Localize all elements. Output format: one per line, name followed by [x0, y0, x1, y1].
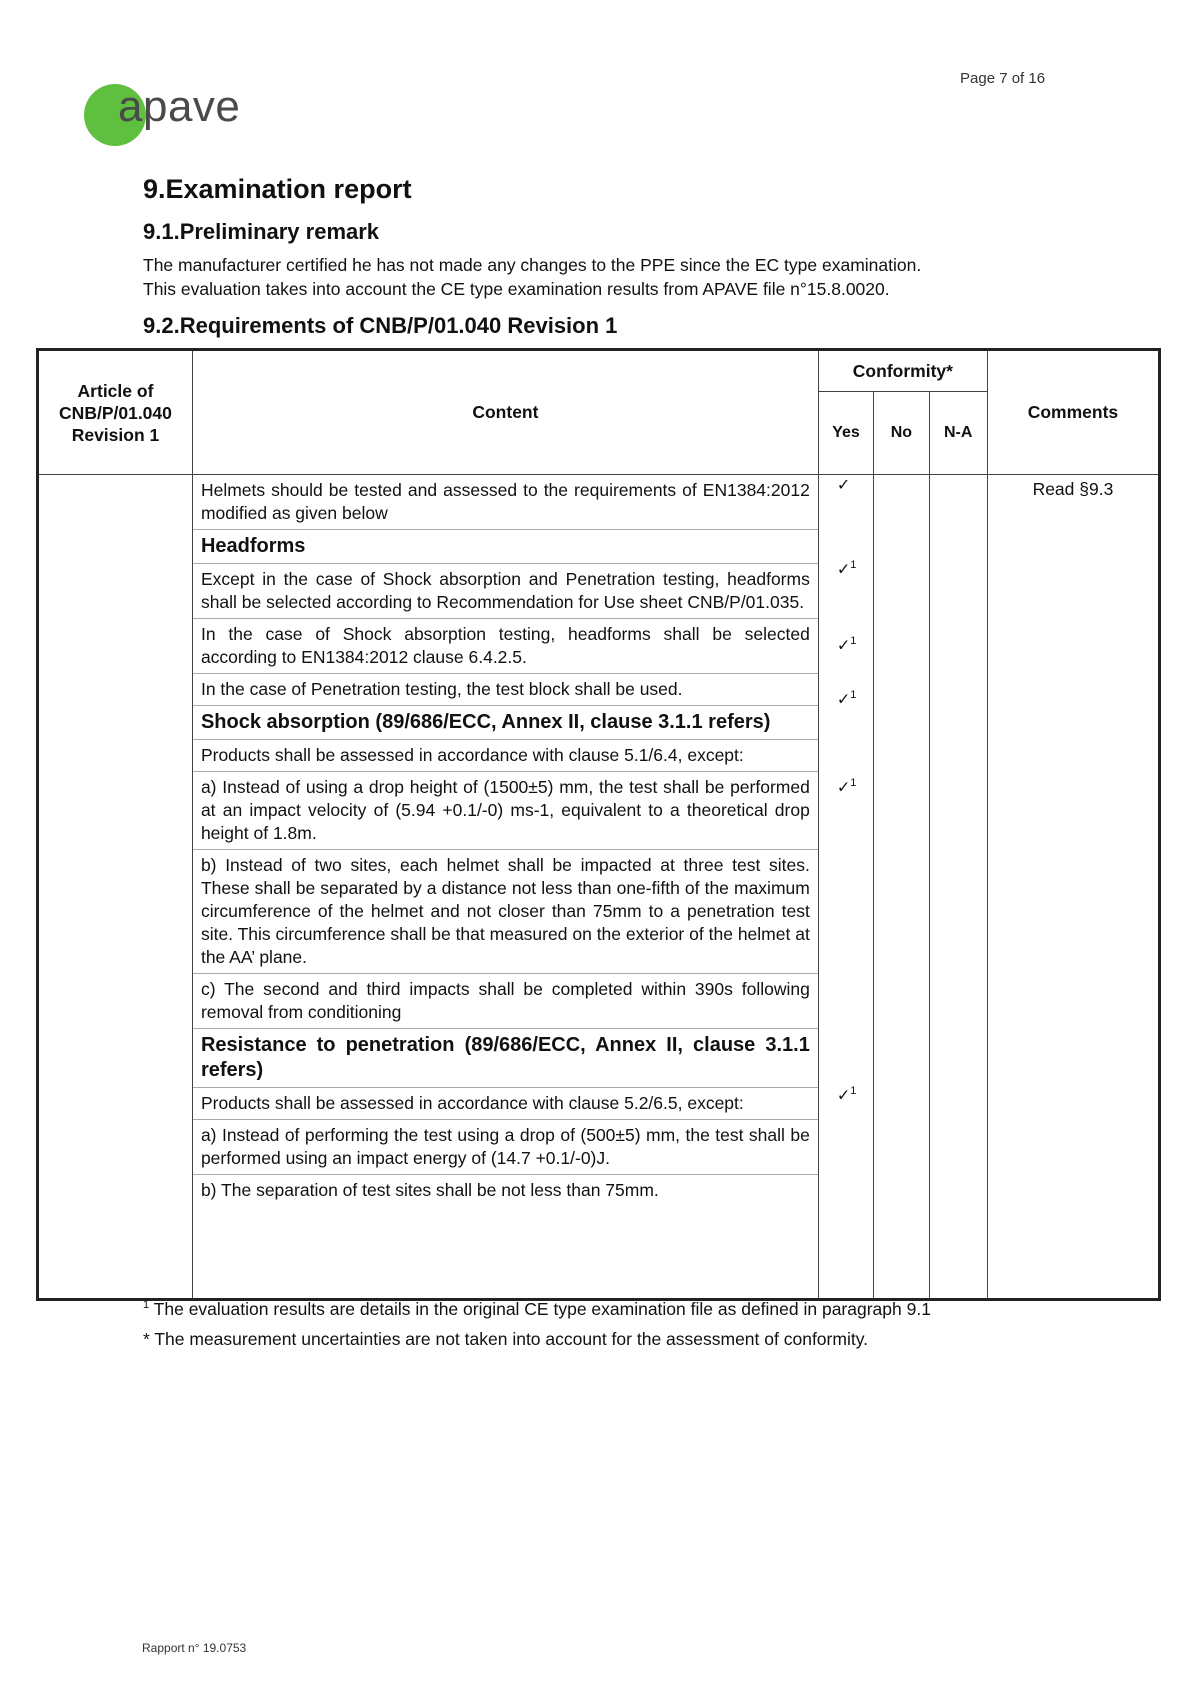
report-number: Rapport n° 19.0753 — [142, 1641, 247, 1655]
section-title: 9.Examination report — [143, 174, 412, 204]
footnote-1-mark: 1 — [143, 1299, 150, 1311]
header-conformity: Conformity* — [818, 350, 987, 392]
no-cell — [874, 475, 929, 1300]
content-item: Helmets should be tested and assessed to the requirements of EN1384:2012 modified as given below — [193, 475, 818, 530]
content-heading: Headforms — [193, 530, 818, 564]
header-article: Article of CNB/P/01.040 Revision 1 — [38, 350, 193, 475]
article-cell — [38, 475, 193, 1300]
apave-logo — [84, 84, 284, 148]
requirements-table — [36, 348, 1161, 1301]
header-no: No — [874, 392, 929, 475]
footnote-1 — [143, 1290, 1103, 1324]
footnote-ref: 1 — [850, 559, 857, 571]
check-mark-icon — [837, 559, 857, 579]
preliminary-paragraph-1: The manufacturer certified he has not made any changes to the PPE since the EC type examination. — [143, 255, 922, 275]
header-comments: Comments — [987, 350, 1159, 475]
content-item: In the case of Penetration testing, the test block shall be used. — [193, 674, 818, 706]
footnote-ref: 1 — [850, 635, 857, 647]
check-symbol: ✓ — [836, 561, 851, 579]
check-mark-icon — [837, 1085, 857, 1105]
check-symbol: ✓ — [836, 1087, 851, 1105]
header-content: Content — [192, 350, 818, 475]
check-mark-icon — [837, 689, 857, 709]
footnote-ref: 1 — [850, 777, 857, 789]
content-item: Products shall be assessed in accordance with clause 5.2/6.5, except: — [193, 1088, 818, 1120]
content-item: In the case of Shock absorption testing, headforms shall be selected according to EN1384:2012 clause 6.4.2.5. — [193, 619, 818, 674]
section-content — [143, 174, 1063, 347]
content-cell — [192, 475, 818, 1300]
comment-text: Read §9.3 — [1032, 479, 1114, 499]
footnote-ref: 1 — [850, 689, 857, 701]
check-mark-icon — [837, 777, 857, 797]
check-symbol: ✓ — [836, 779, 851, 797]
na-cell — [929, 475, 987, 1300]
content-heading: Resistance to penetration (89/686/ECC, Annex II, clause 3.1.1 refers) — [193, 1029, 818, 1088]
content-item: Products shall be assessed in accordance with clause 5.1/6.4, except: — [193, 740, 818, 772]
content-item: b) The separation of test sites shall be not less than 75mm. — [200, 1180, 659, 1200]
check-mark-icon: ✓ — [836, 477, 851, 494]
subsection-2-title: 9.2.Requirements of CNB/P/01.040 Revision 1 — [143, 313, 618, 338]
content-item: b) Instead of two sites, each helmet shall be impacted at three test sites. These shall be separated by a distance not less than one-fifth of the maximum circumference of the helmet and not closer than 75mm to a penetration test site. This circumference shall be that measured on the exterior of the helmet at the AA’ plane. — [193, 850, 818, 974]
content-item: Except in the case of Shock absorption and Penetration testing, headforms shall be selected according to Recommendation for Use sheet CNB/P/01.035. — [193, 564, 818, 619]
subsection-1-title: 9.1.Preliminary remark — [143, 219, 380, 244]
table-row — [38, 475, 1160, 1300]
page-number: Page 7 of 16 — [960, 70, 1046, 87]
check-mark-icon — [837, 635, 857, 655]
content-item: c) The second and third impacts shall be completed within 390s following removal from conditioning — [193, 974, 818, 1029]
yes-cell — [818, 475, 873, 1300]
header-na: N-A — [929, 392, 987, 475]
comments-cell — [987, 475, 1159, 1300]
header-yes: Yes — [818, 392, 873, 475]
footnote-ref: 1 — [850, 1085, 857, 1097]
content-item: a) Instead of using a drop height of (1500±5) mm, the test shall be performed at an impact velocity of (5.94 +0.1/-0) ms-1, equivalent to a theoretical drop height of 1.8m. — [193, 772, 818, 850]
content-item: a) Instead of performing the test using a drop of (500±5) mm, the test shall be performed using an impact energy of (14.7 +0.1/-0)J. — [193, 1120, 818, 1175]
content-heading: Shock absorption (89/686/ECC, Annex II, clause 3.1.1 refers) — [193, 706, 818, 740]
check-symbol: ✓ — [836, 691, 851, 709]
check-symbol: ✓ — [836, 637, 851, 655]
footnote-1-text: The evaluation results are details in the original CE type examination file as defined in paragraph 9.1 — [153, 1298, 931, 1319]
logo-wordmark: apave — [118, 82, 241, 131]
footnotes — [143, 1290, 1103, 1354]
footnote-2: * The measurement uncertainties are not taken into account for the assessment of conformity. — [143, 1328, 869, 1349]
preliminary-paragraph-2: This evaluation takes into account the CE type examination results from APAVE file n°15.8.0020. — [143, 279, 890, 299]
